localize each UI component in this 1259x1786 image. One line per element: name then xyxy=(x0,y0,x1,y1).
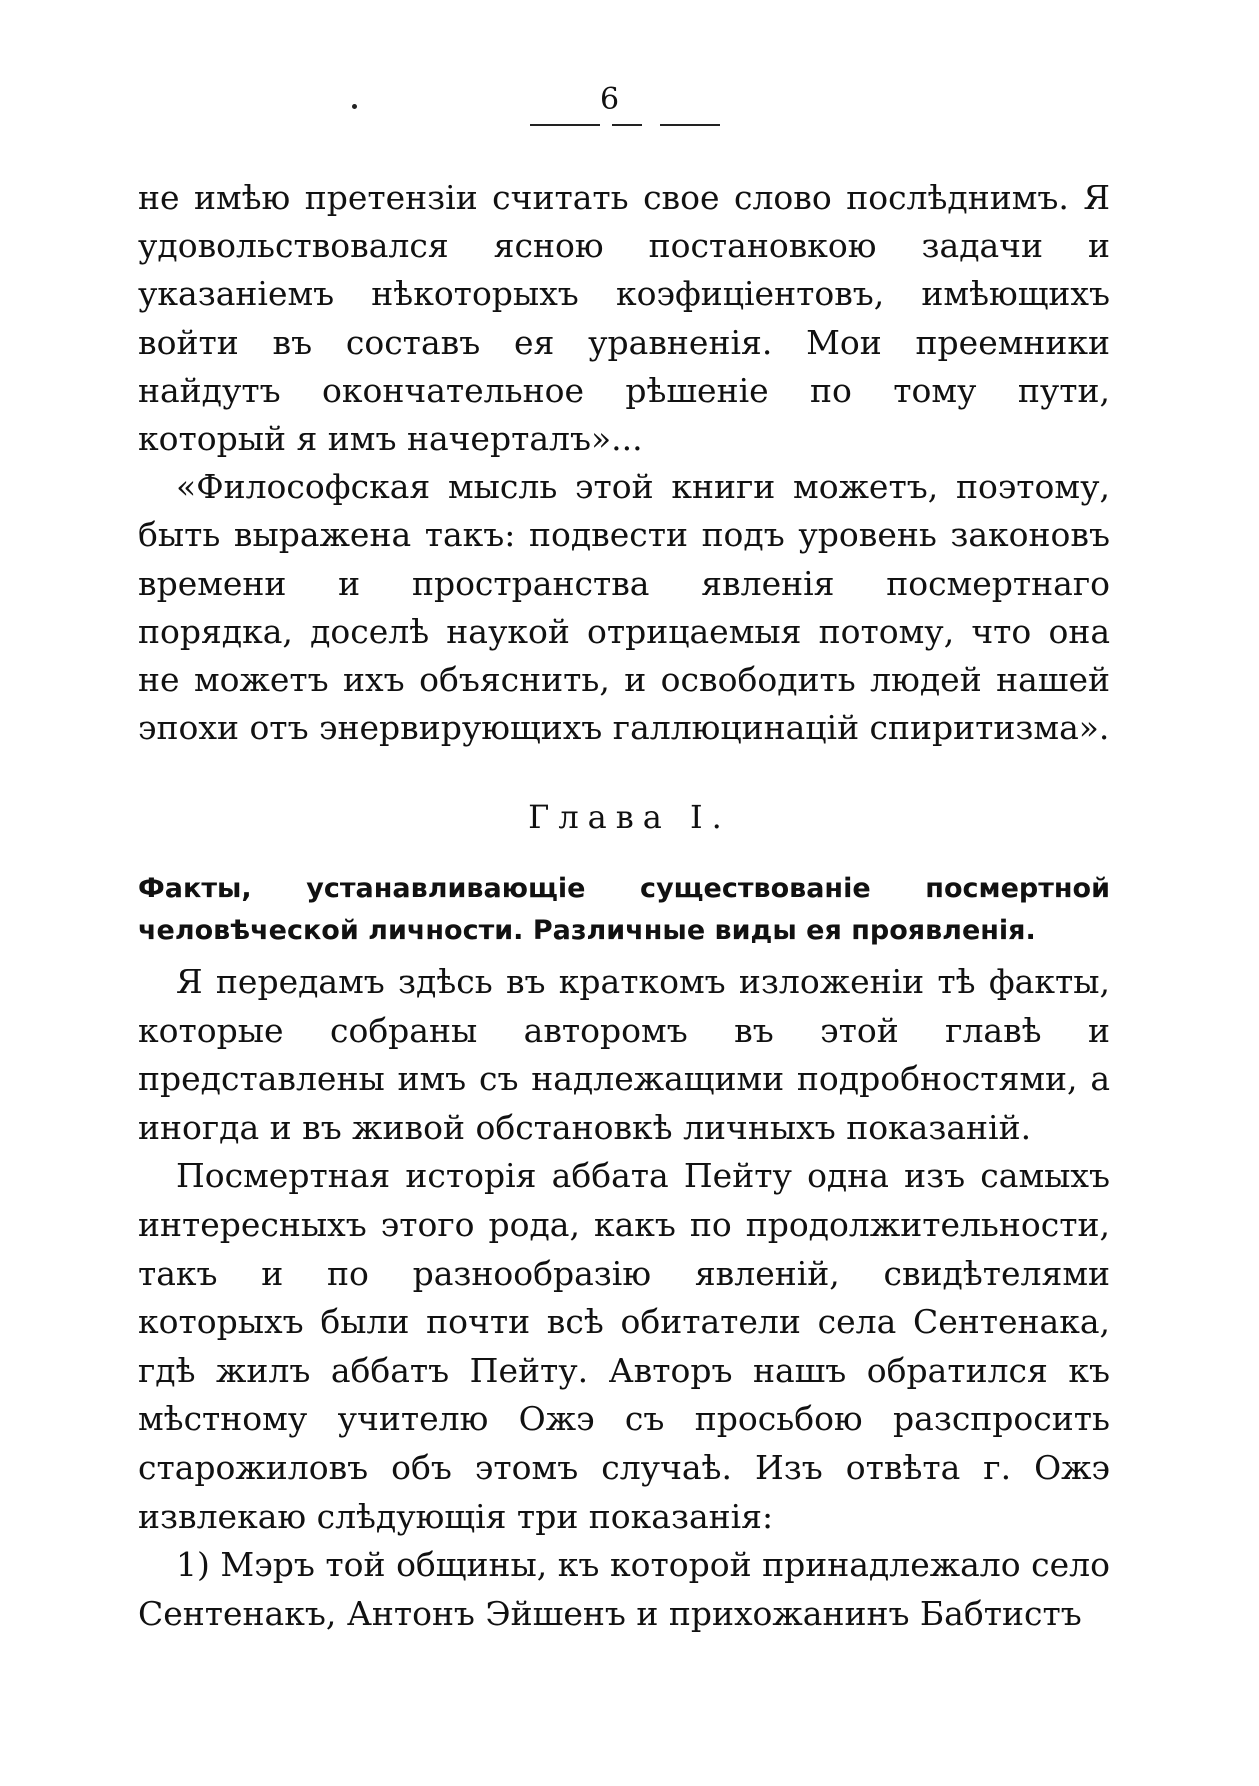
chapter-subtitle: Факты, устанавливающіе существованіе посмертной человѣческой личности. Различные виды ея проявленія. xyxy=(138,873,1110,946)
body-paragraph: 1) Мэръ той общины, къ которой принадлежало село Сентенакъ, Антонъ Эйшенъ и прихожанинъ Бабтистъ xyxy=(138,1545,1110,1633)
opening-text-block xyxy=(138,174,1110,752)
body-paragraph: Посмертная исторія аббата Пейту одна изъ самыхъ интересныхъ этого рода, какъ по продолжительности, такъ и по разнообразію явленій, свидѣтелями которыхъ были почти всѣ обитатели села Сентенака, гдѣ жилъ аббатъ Пейту. Авторъ нашъ обратился къ мѣстному учителю Ожэ съ просьбою разспросить старожиловъ объ этомъ случаѣ. Изъ отвѣта г. Ожэ извлекаю слѣдующія три показанія: xyxy=(138,1156,1110,1536)
continued-paragraph: не имѣю претензіи считать свое слово послѣднимъ. Я удовольствовался ясною постановкою задачи и указаніемъ нѣкоторыхъ коэфиціентовъ, имѣющихъ войти въ составъ ея уравненія. Мои преемники найдутъ окончательное рѣшеніе по тому пути, который я имъ начерталъ»... xyxy=(138,178,1110,459)
page-number-rule xyxy=(660,124,720,126)
quote-paragraph: «Философская мысль этой книги можетъ, поэтому, быть выражена такъ: подвести подъ уровень законовъ времени и пространства явленія посмертнаго порядка, доселѣ наукой отрицаемыя потому, что она не можетъ ихъ объяснить, и освободить людей нашей эпохи отъ энервирующихъ галлюцинацій спиритизма». xyxy=(138,467,1110,748)
page-number: 6 xyxy=(599,82,620,117)
chapter-title: Глава I. xyxy=(528,798,731,836)
body-paragraph: Я передамъ здѣсь въ краткомъ изложеніи тѣ факты, которые собраны авторомъ въ этой главѣ и представлены имъ съ надлежащими подробностями, а иногда и въ живой обстановкѣ личныхъ показаній. xyxy=(138,962,1110,1147)
page-number-rule xyxy=(530,124,600,126)
page-number-rule xyxy=(612,124,642,126)
chapter-body xyxy=(138,958,1110,1638)
